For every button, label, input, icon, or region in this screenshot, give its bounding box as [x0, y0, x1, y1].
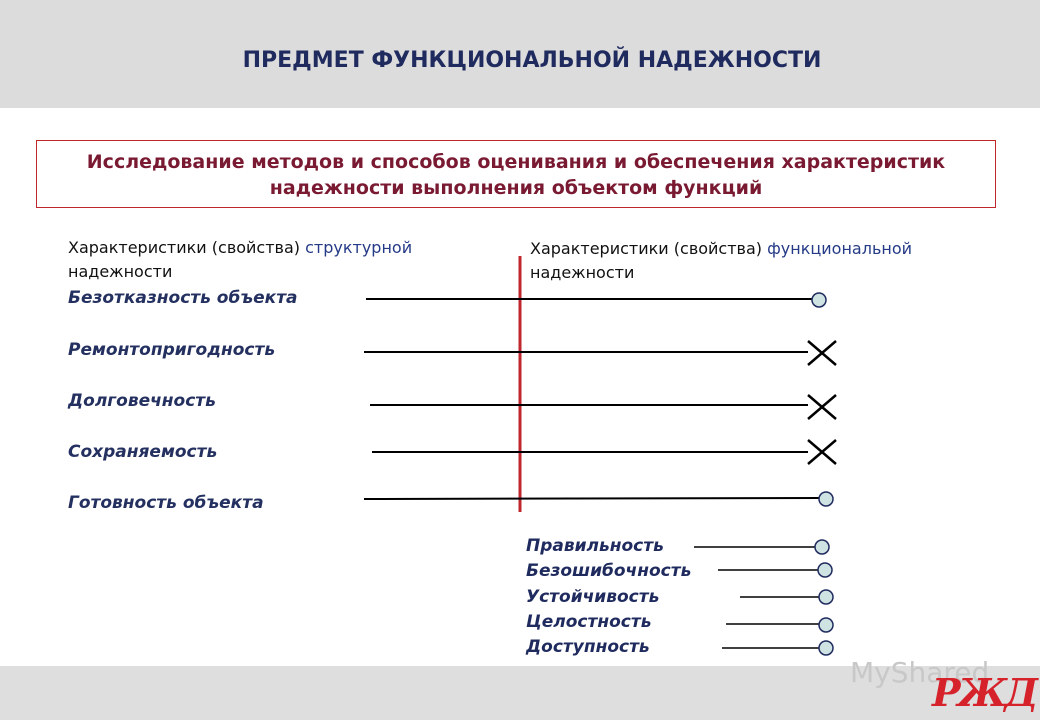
- node-circle: [812, 293, 826, 307]
- functional-heading-accent: функциональной: [767, 239, 913, 258]
- functional-item-label: Безошибочность: [526, 561, 692, 581]
- structural-item-label: Сохраняемость: [68, 442, 218, 462]
- functional-item-label: Правильность: [526, 536, 664, 556]
- functional-item-label: Целостность: [526, 612, 652, 632]
- subject-line-2: надежности выполнения объектом функций: [269, 177, 763, 199]
- functional-item-label: Доступность: [526, 637, 650, 657]
- subject-line-1: Исследование методов и способов оценивания и обеспечения характеристик: [86, 151, 946, 173]
- structural-heading-suffix: надежности: [68, 262, 173, 281]
- node-circle: [819, 492, 833, 506]
- watermark: MyShared: [850, 656, 990, 689]
- structural-item-label: Ремонтопригодность: [68, 340, 276, 360]
- functional-heading-prefix: Характеристики (свойства): [530, 239, 768, 258]
- functional-heading-suffix: надежности: [530, 263, 635, 282]
- structural-item-label: Долговечность: [68, 391, 216, 411]
- node-circle: [819, 590, 833, 604]
- rzd-logo: РЖД: [932, 670, 1036, 715]
- functional-item-label: Устойчивость: [526, 587, 660, 607]
- node-circle: [819, 618, 833, 632]
- node-circle: [819, 641, 833, 655]
- connector-line: [364, 498, 820, 499]
- structural-item-label: Готовность объекта: [68, 493, 264, 513]
- node-circle: [818, 563, 832, 577]
- page-title: ПРЕДМЕТ ФУНКЦИОНАЛЬНОЙ НАДЕЖНОСТИ: [242, 48, 822, 73]
- structural-heading-accent: структурной: [305, 238, 413, 257]
- structural-heading-prefix: Характеристики (свойства): [68, 238, 306, 257]
- cross-marker: [808, 440, 836, 464]
- node-circle: [815, 540, 829, 554]
- cross-marker: [808, 341, 836, 365]
- structural-item-label: Безотказность объекта: [68, 288, 298, 308]
- cross-marker: [808, 395, 836, 419]
